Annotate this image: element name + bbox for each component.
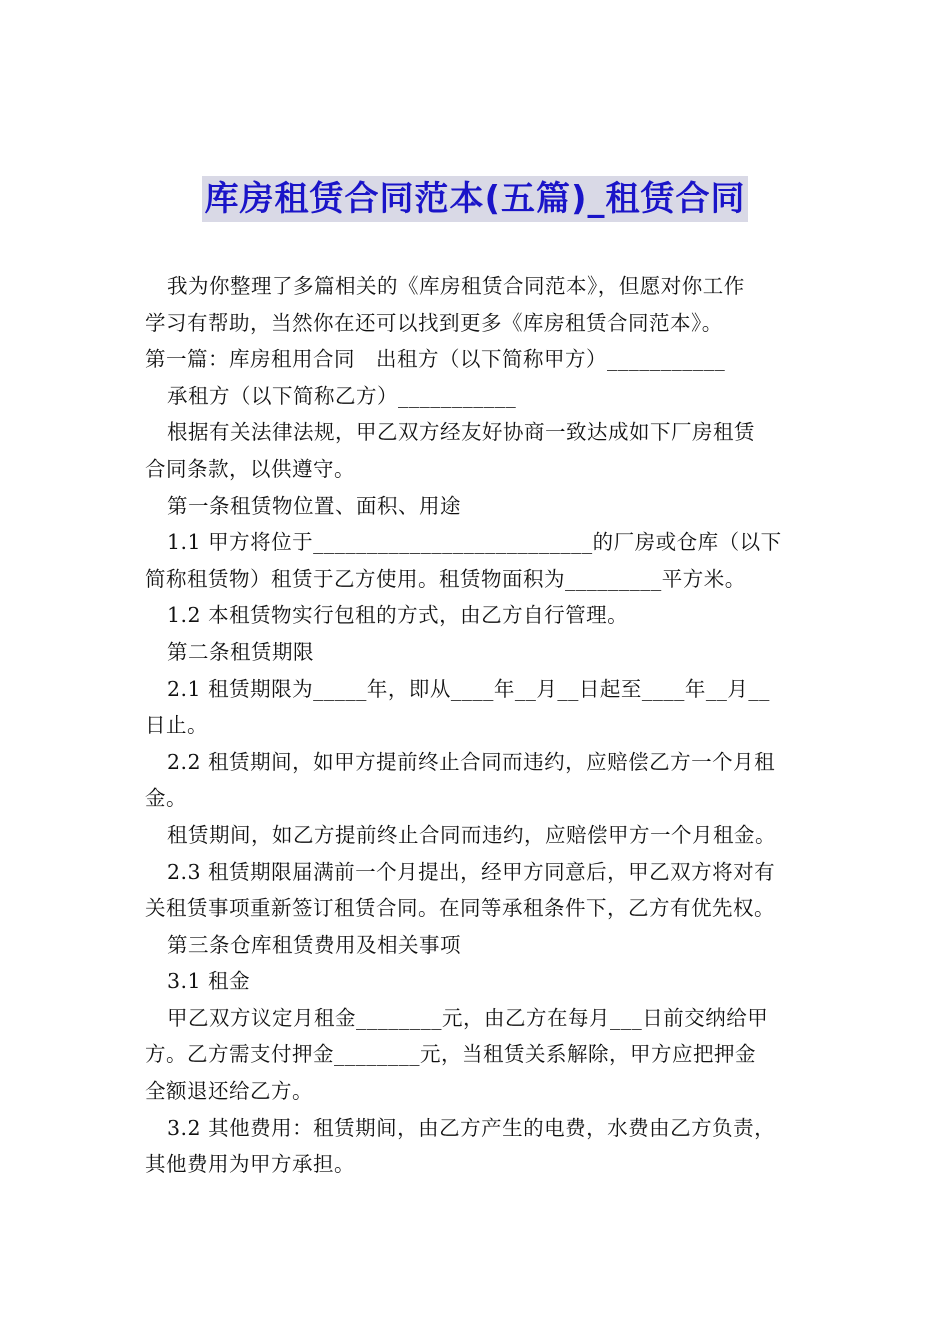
paragraph-line: 学习有帮助，当然你在还可以找到更多《库房租赁合同范本》。 [145, 310, 723, 335]
paragraph-line: 关租赁事项重新签订租赁合同。在同等承租条件下，乙方有优先权。 [145, 896, 775, 921]
paragraph-line: 1.2 本租赁物实行包租的方式，由乙方自行管理。 [167, 603, 629, 628]
subsection-heading: 3.1 租金 [167, 969, 251, 994]
paragraph-line: 租赁期间，如乙方提前终止合同而违约，应赔偿甲方一个月租金。 [167, 822, 776, 847]
paragraph-line: 日止。 [145, 713, 208, 738]
section-heading: 第三条仓库租赁费用及相关事项 [167, 932, 461, 957]
paragraph-line: 方。乙方需支付押金________元，当租赁关系解除，甲方应把押金 [145, 1042, 756, 1067]
paragraph-line: 承租方（以下简称乙方）___________ [167, 383, 517, 408]
paragraph-line: 合同条款，以供遵守。 [145, 456, 355, 481]
section-heading: 第二条租赁期限 [167, 639, 314, 664]
document-body [145, 268, 810, 1183]
title-area [0, 176, 950, 222]
paragraph-line: 我为你整理了多篇相关的《库房租赁合同范本》，但愿对你工作 [167, 274, 745, 298]
paragraph-line: 简称租赁物）租赁于乙方使用。租赁物面积为_________平方米。 [145, 566, 746, 591]
paragraph-line: 其他费用为甲方承担。 [145, 1152, 355, 1177]
paragraph-line: 3.2 其他费用：租赁期间，由乙方产生的电费，水费由乙方负责， [167, 1115, 776, 1140]
paragraph-line: 金。 [145, 786, 187, 811]
paragraph-line: 第一篇：库房租用合同 出租方（以下简称甲方）___________ [145, 347, 726, 372]
paragraph-line: 根据有关法律法规，甲乙双方经友好协商一致达成如下厂房租赁 [167, 420, 755, 445]
paragraph-line: 全额退还给乙方。 [145, 1079, 313, 1104]
paragraph-line: 甲乙双方议定月租金________元，由乙方在每月___日前交纳给甲 [167, 1005, 769, 1030]
document-title: 库房租赁合同范本(五篇)_租赁合同 [202, 176, 747, 222]
paragraph-line: 1.1 甲方将位于__________________________的厂房或仓库（以下 [167, 530, 782, 555]
section-heading: 第一条租赁物位置、面积、用途 [167, 493, 461, 518]
paragraph-line: 2.3 租赁期限届满前一个月提出，经甲方同意后，甲乙双方将对有 [167, 859, 776, 884]
paragraph-line: 2.1 租赁期限为_____年，即从____年__月__日起至____年__月__ [167, 676, 770, 701]
paragraph-line: 2.2 租赁期间，如甲方提前终止合同而违约，应赔偿乙方一个月租 [167, 749, 776, 774]
